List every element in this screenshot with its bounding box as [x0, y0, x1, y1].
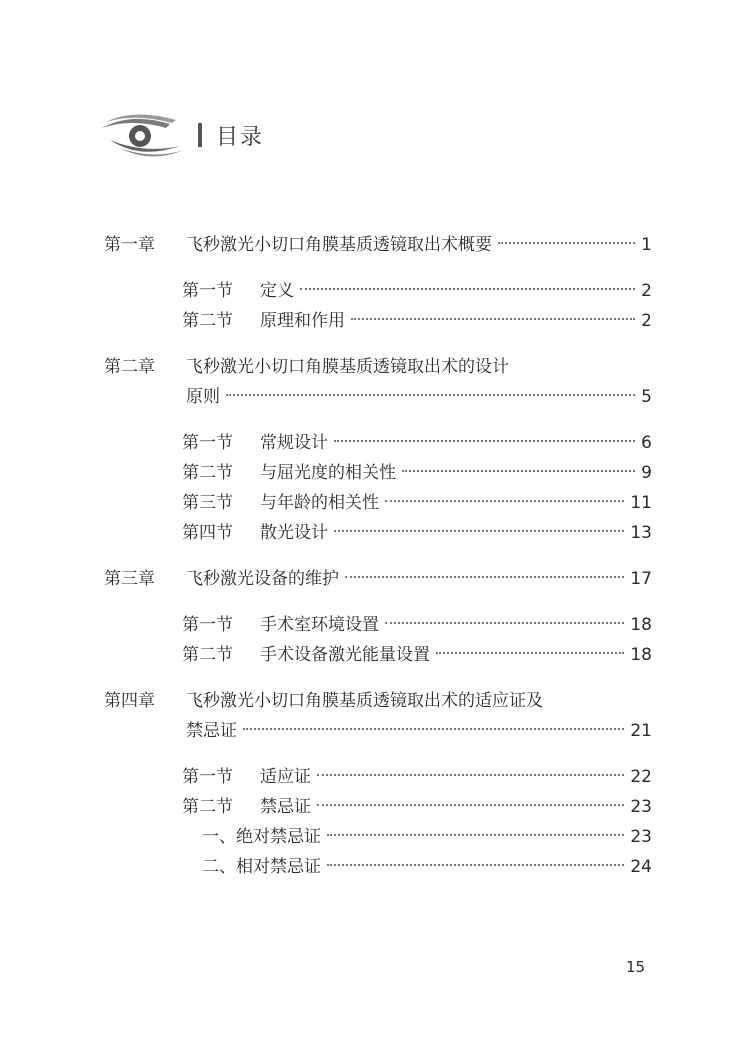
- toc-entry[interactable]: [104, 232, 652, 258]
- toc-entry-title: 散光设计: [260, 523, 328, 543]
- toc-entry-title: 适应证: [260, 767, 311, 787]
- toc-entry[interactable]: [104, 308, 652, 334]
- toc-entry-page: 22: [630, 767, 652, 787]
- toc-entry-page: 18: [630, 615, 652, 635]
- dot-leader: [327, 864, 624, 866]
- toc-entry-page: 24: [630, 857, 652, 877]
- toc-entry-title: 常规设计: [260, 433, 328, 453]
- toc-entry[interactable]: [104, 854, 652, 880]
- toc-entry-label: 第二节: [182, 311, 233, 331]
- toc-entry-title: 与年龄的相关性: [260, 493, 379, 513]
- dot-leader: [243, 728, 624, 730]
- toc-entry-title: 与屈光度的相关性: [260, 463, 396, 483]
- toc-entry[interactable]: [104, 566, 652, 592]
- toc-entry-title: 原则: [186, 387, 220, 407]
- toc-entry-label: 第一节: [182, 767, 233, 787]
- dot-leader: [498, 242, 635, 244]
- toc-entry[interactable]: [104, 460, 652, 486]
- toc-entry-title: 禁忌证: [260, 797, 311, 817]
- toc-entry-title: 手术设备激光能量设置: [260, 645, 430, 665]
- toc-entry-title: 手术室环境设置: [260, 615, 379, 635]
- toc-entry-page: 23: [630, 827, 652, 847]
- toc-entry[interactable]: [104, 642, 652, 668]
- toc-entry-title: 飞秒激光小切口角膜基质透镜取出术概要: [186, 235, 492, 255]
- toc-entry-label: 第三节: [182, 493, 233, 513]
- toc-entry-page: 11: [630, 493, 652, 513]
- toc-entry-page: 2: [641, 311, 652, 331]
- toc-entry-page: 9: [641, 463, 652, 483]
- toc-entry[interactable]: [104, 794, 652, 820]
- eye-logo-icon: [100, 110, 184, 160]
- page-title: 目录: [216, 124, 265, 150]
- title-divider: [198, 123, 202, 147]
- toc-entry-label: 第四章: [104, 691, 155, 711]
- toc-entry-title: 原理和作用: [260, 311, 345, 331]
- toc-header: [100, 110, 264, 160]
- dot-leader: [300, 288, 635, 290]
- dot-leader: [351, 318, 635, 320]
- dot-leader: [385, 622, 624, 624]
- toc-entry-page: 23: [630, 797, 652, 817]
- toc-entry-title: 飞秒激光设备的维护: [186, 569, 339, 589]
- toc-entry-title: 一、绝对禁忌证: [202, 827, 321, 847]
- toc-entry[interactable]: [104, 384, 652, 410]
- dot-leader: [402, 470, 635, 472]
- toc-entry-label: 第二节: [182, 645, 233, 665]
- toc-entry-title: 二、相对禁忌证: [202, 857, 321, 877]
- toc-entry-label: 第一章: [104, 235, 155, 255]
- toc-entry[interactable]: [104, 278, 652, 304]
- page-number: 15: [626, 958, 646, 976]
- toc-entry-label: 第一节: [182, 281, 233, 301]
- toc-entry[interactable]: [104, 354, 652, 380]
- toc-entry[interactable]: [104, 764, 652, 790]
- toc-entry-label: 第一节: [182, 615, 233, 635]
- dot-leader: [436, 652, 624, 654]
- dot-leader: [334, 530, 624, 532]
- toc-entry-title: 禁忌证: [186, 721, 237, 741]
- toc-entry-label: 第四节: [182, 523, 233, 543]
- toc-entry-page: 2: [641, 281, 652, 301]
- toc-entry-page: 1: [641, 235, 652, 255]
- toc-entry-page: 6: [641, 433, 652, 453]
- dot-leader: [334, 440, 635, 442]
- toc-entry[interactable]: [104, 824, 652, 850]
- toc-entry-title: 定义: [260, 281, 294, 301]
- toc-entry-label: 第一节: [182, 433, 233, 453]
- toc-entry[interactable]: [104, 430, 652, 456]
- toc-entry[interactable]: [104, 520, 652, 546]
- dot-leader: [226, 394, 635, 396]
- toc-entry[interactable]: [104, 688, 652, 714]
- toc-entry-label: 第二节: [182, 463, 233, 483]
- dot-leader: [385, 500, 624, 502]
- toc-entry-page: 21: [630, 721, 652, 741]
- toc-entry-page: 17: [630, 569, 652, 589]
- toc-entry-label: 第二节: [182, 797, 233, 817]
- toc-entry-label: 第二章: [104, 357, 155, 377]
- toc-entry[interactable]: [104, 718, 652, 744]
- toc-entry-title: 飞秒激光小切口角膜基质透镜取出术的设计: [186, 357, 509, 377]
- dot-leader: [317, 774, 624, 776]
- toc-entry-title: 飞秒激光小切口角膜基质透镜取出术的适应证及: [186, 691, 543, 711]
- dot-leader: [327, 834, 624, 836]
- toc-entry-page: 5: [641, 387, 652, 407]
- toc-entry-page: 13: [630, 523, 652, 543]
- toc-entry-label: 第三章: [104, 569, 155, 589]
- dot-leader: [345, 576, 624, 578]
- toc-entry[interactable]: [104, 490, 652, 516]
- dot-leader: [317, 804, 624, 806]
- toc-entry[interactable]: [104, 612, 652, 638]
- toc-entry-page: 18: [630, 645, 652, 665]
